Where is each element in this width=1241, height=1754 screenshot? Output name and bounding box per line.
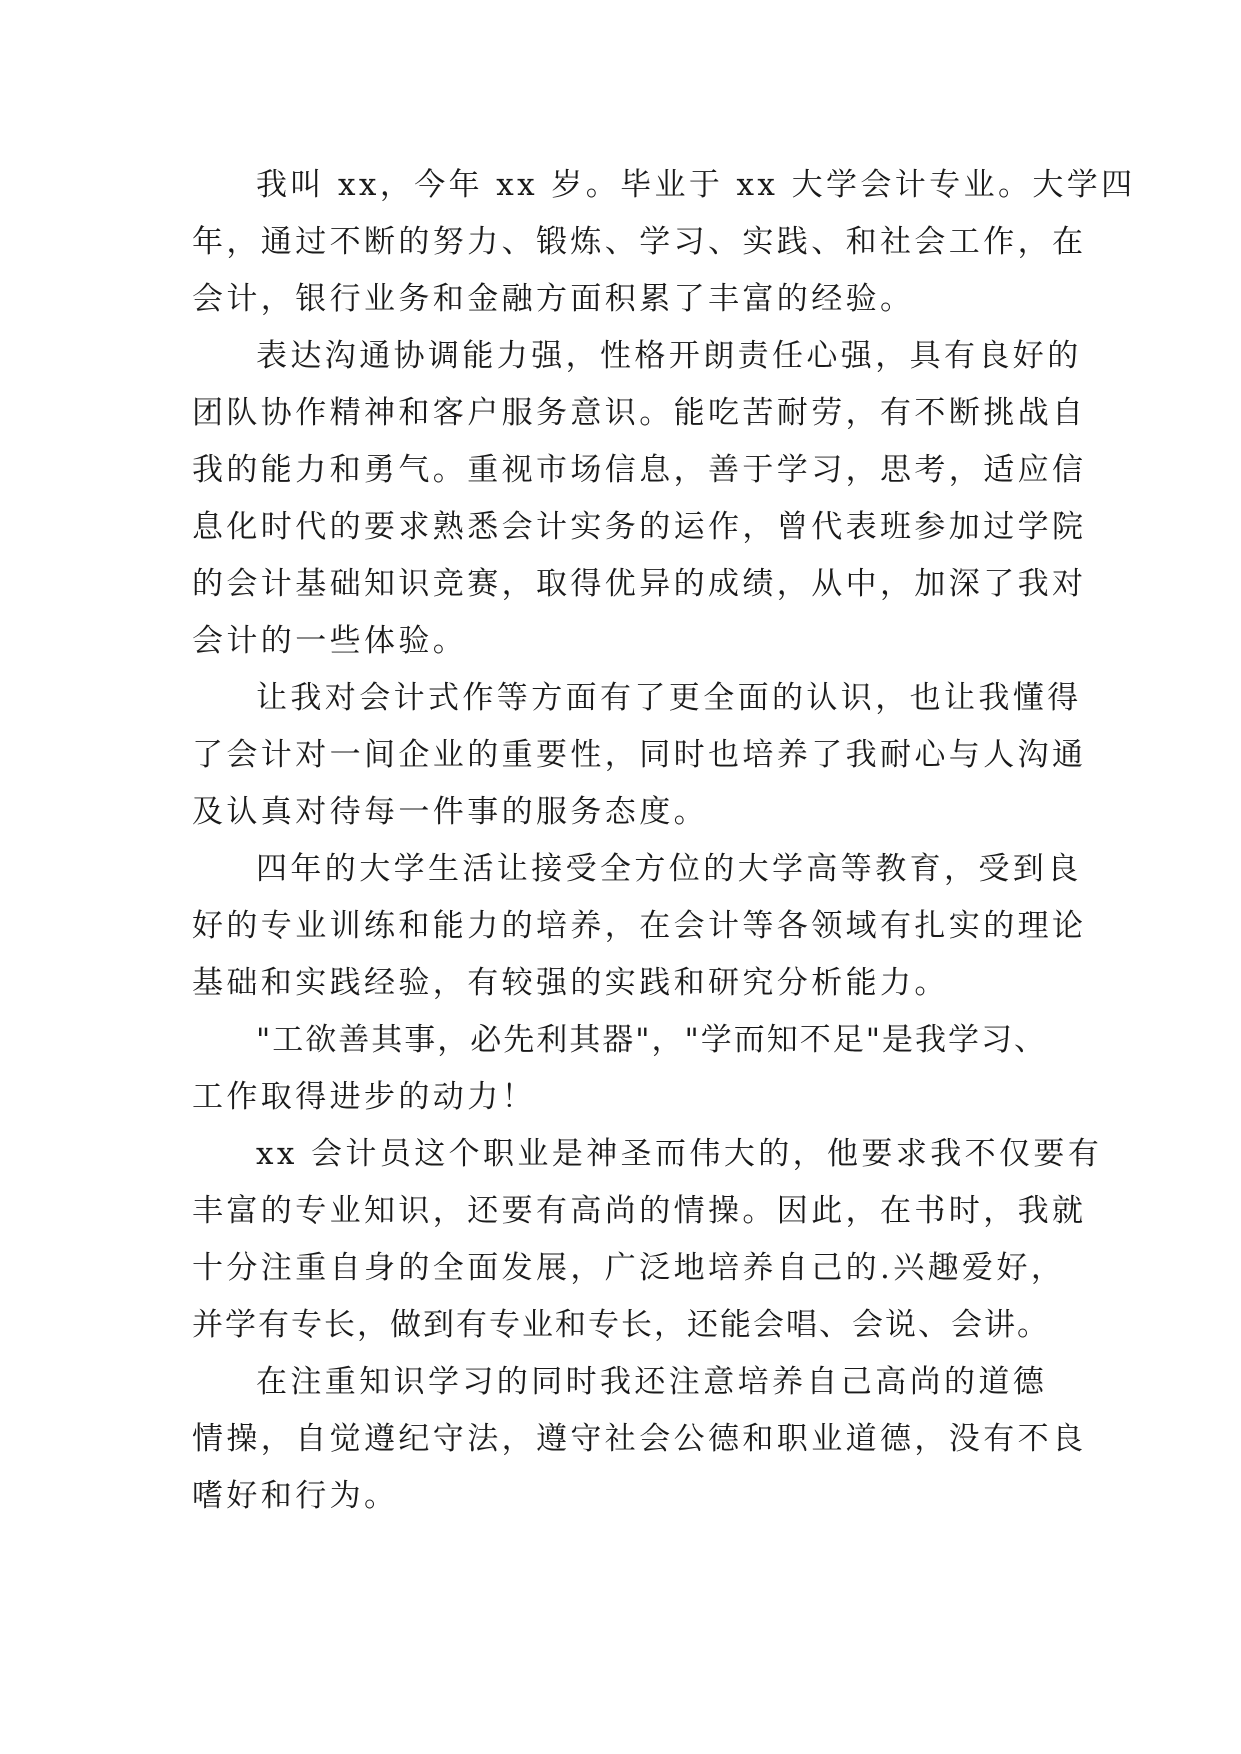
paragraph-line: 工作取得进步的动力！ [192,1079,536,1115]
paragraph-line: 了会计对一间企业的重要性，同时也培养了我耐心与人沟通 [192,737,1087,773]
paragraph-line: 基础和实践经验，有较强的实践和研究分析能力。 [192,965,949,1001]
paragraph [192,841,1087,1012]
paragraph-line: 我叫 xx，今年 xx 岁。毕业于 xx 大学会计专业。大学四 [256,167,1136,203]
paragraph-line: 在注重知识学习的同时我还注意培养自己高尚的道德 [256,1364,1048,1400]
paragraph-line: 及认真对待每一件事的服务态度。 [192,794,708,830]
paragraph-line: 并学有专长，做到有专业和专长，还能会唱、会说、会讲。 [192,1307,1050,1343]
paragraph-line: 会计的一些体验。 [192,623,468,659]
paragraph-line: 我的能力和勇气。重视市场信息，善于学习，思考，适应信 [192,452,1087,488]
paragraph [192,1012,1072,1126]
document-body [192,157,1136,1525]
paragraph-line: 情操，自觉遵纪守法，遵守社会公德和职业道德，没有不良 [192,1421,1087,1457]
paragraph-line: 表达沟通协调能力强，性格开朗责任心强，具有良好的 [256,338,1082,374]
paragraph [192,157,1136,328]
paragraph-line: 好的专业训练和能力的培养，在会计等各领域有扎实的理论 [192,908,1087,944]
paragraph-line: 的会计基础知识竞赛，取得优异的成绩，从中，加深了我对 [192,566,1087,602]
paragraph [192,1126,1103,1354]
paragraph-line: xx 会计员这个职业是神圣而伟大的，他要求我不仅要有 [256,1136,1103,1172]
paragraph [192,670,1087,841]
paragraph-line: 会计，银行业务和金融方面积累了丰富的经验。 [192,281,915,317]
paragraph-line: 息化时代的要求熟悉会计实务的运作，曾代表班参加过学院 [192,509,1087,545]
paragraph-line: 十分注重自身的全面发展，广泛地培养自己的.兴趣爱好， [192,1250,1066,1286]
paragraph-line: 四年的大学生活让接受全方位的大学高等教育，受到良 [256,851,1082,887]
paragraph-line: 丰富的专业知识，还要有高尚的情操。因此，在书时，我就 [192,1193,1087,1229]
paragraph-line: "工欲善其事，必先利其器"，"学而知不足"是我学习、 [256,1022,1048,1058]
paragraph [192,1354,1087,1525]
paragraph-line: 让我对会计式作等方面有了更全面的认识，也让我懂得 [256,680,1082,716]
paragraph-line: 年，通过不断的努力、锻炼、学习、实践、和社会工作，在 [192,224,1087,260]
paragraph-line: 团队协作精神和客户服务意识。能吃苦耐劳，有不断挑战自 [192,395,1087,431]
paragraph-line: 嗜好和行为。 [192,1478,399,1514]
paragraph [192,328,1087,670]
